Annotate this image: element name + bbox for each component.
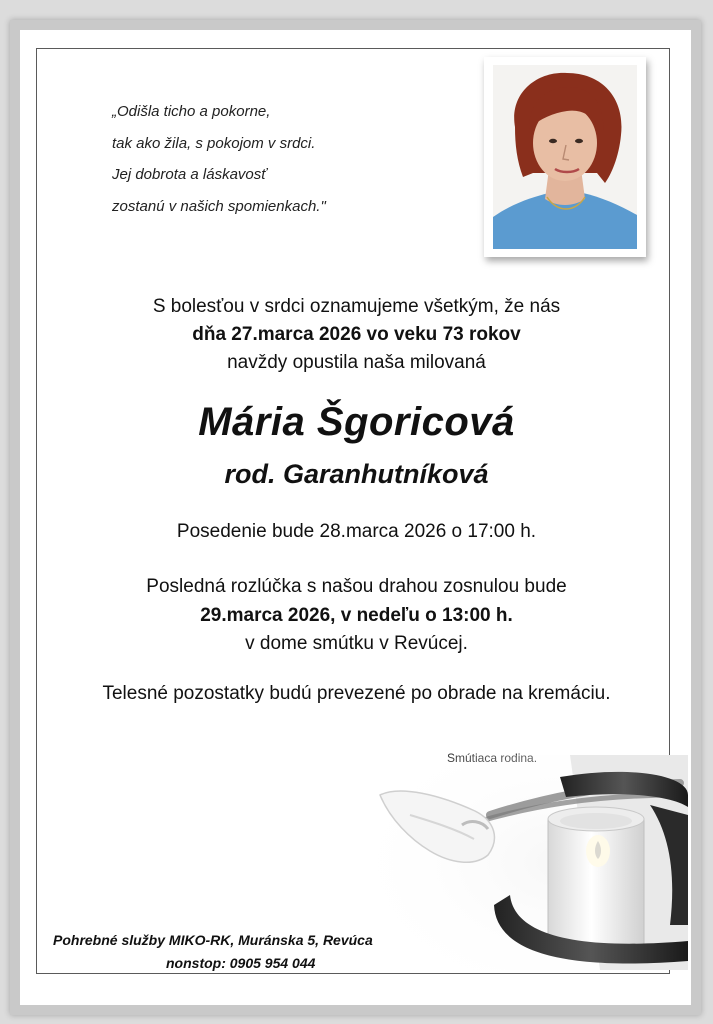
announcement-line-3: navždy opustila naša milovaná [227,352,486,373]
farewell-place: v dome smútku v Revúcej. [245,633,468,654]
farewell-line-1: Posledná rozlúčka s našou drahou zosnulou bude [146,576,567,597]
funeral-service-name: Pohrebné služby MIKO-RK, Muránska 5, Revúca [53,932,373,948]
farewell-date: 29.marca 2026, v nedeľu o 13:00 h. [200,605,513,626]
candle-lily-decoration [370,755,688,970]
maiden-name: rod. Garanhutníková [224,459,489,489]
announcement-line-1: S bolesťou v srdci oznamujeme všetkým, že nás [152,296,561,317]
announcement-date: dňa 27.marca 2026 vo veku 73 rokov [192,324,521,345]
gathering-info: Posedenie bude 28.marca 2026 o 17:00 h. [176,521,537,542]
funeral-service-phone: nonstop: 0905 954 044 [166,955,316,971]
quote-line: Jej dobrota a láskavosť [112,166,267,183]
remains-info: Telesné pozostatky budú prevezené po obrade na kremáciu. [102,683,611,704]
portrait-image [493,65,637,249]
quote-line: „Odišla ticho a pokorne, [112,103,271,120]
deceased-name: Mária Šgoricová [198,400,515,444]
quote-line: tak ako žila, s pokojom v srdci. [112,134,316,152]
memorial-quote [112,96,326,222]
portrait-photo [484,57,646,257]
quote-line: zostanú v našich spomienkach." [112,197,326,215]
